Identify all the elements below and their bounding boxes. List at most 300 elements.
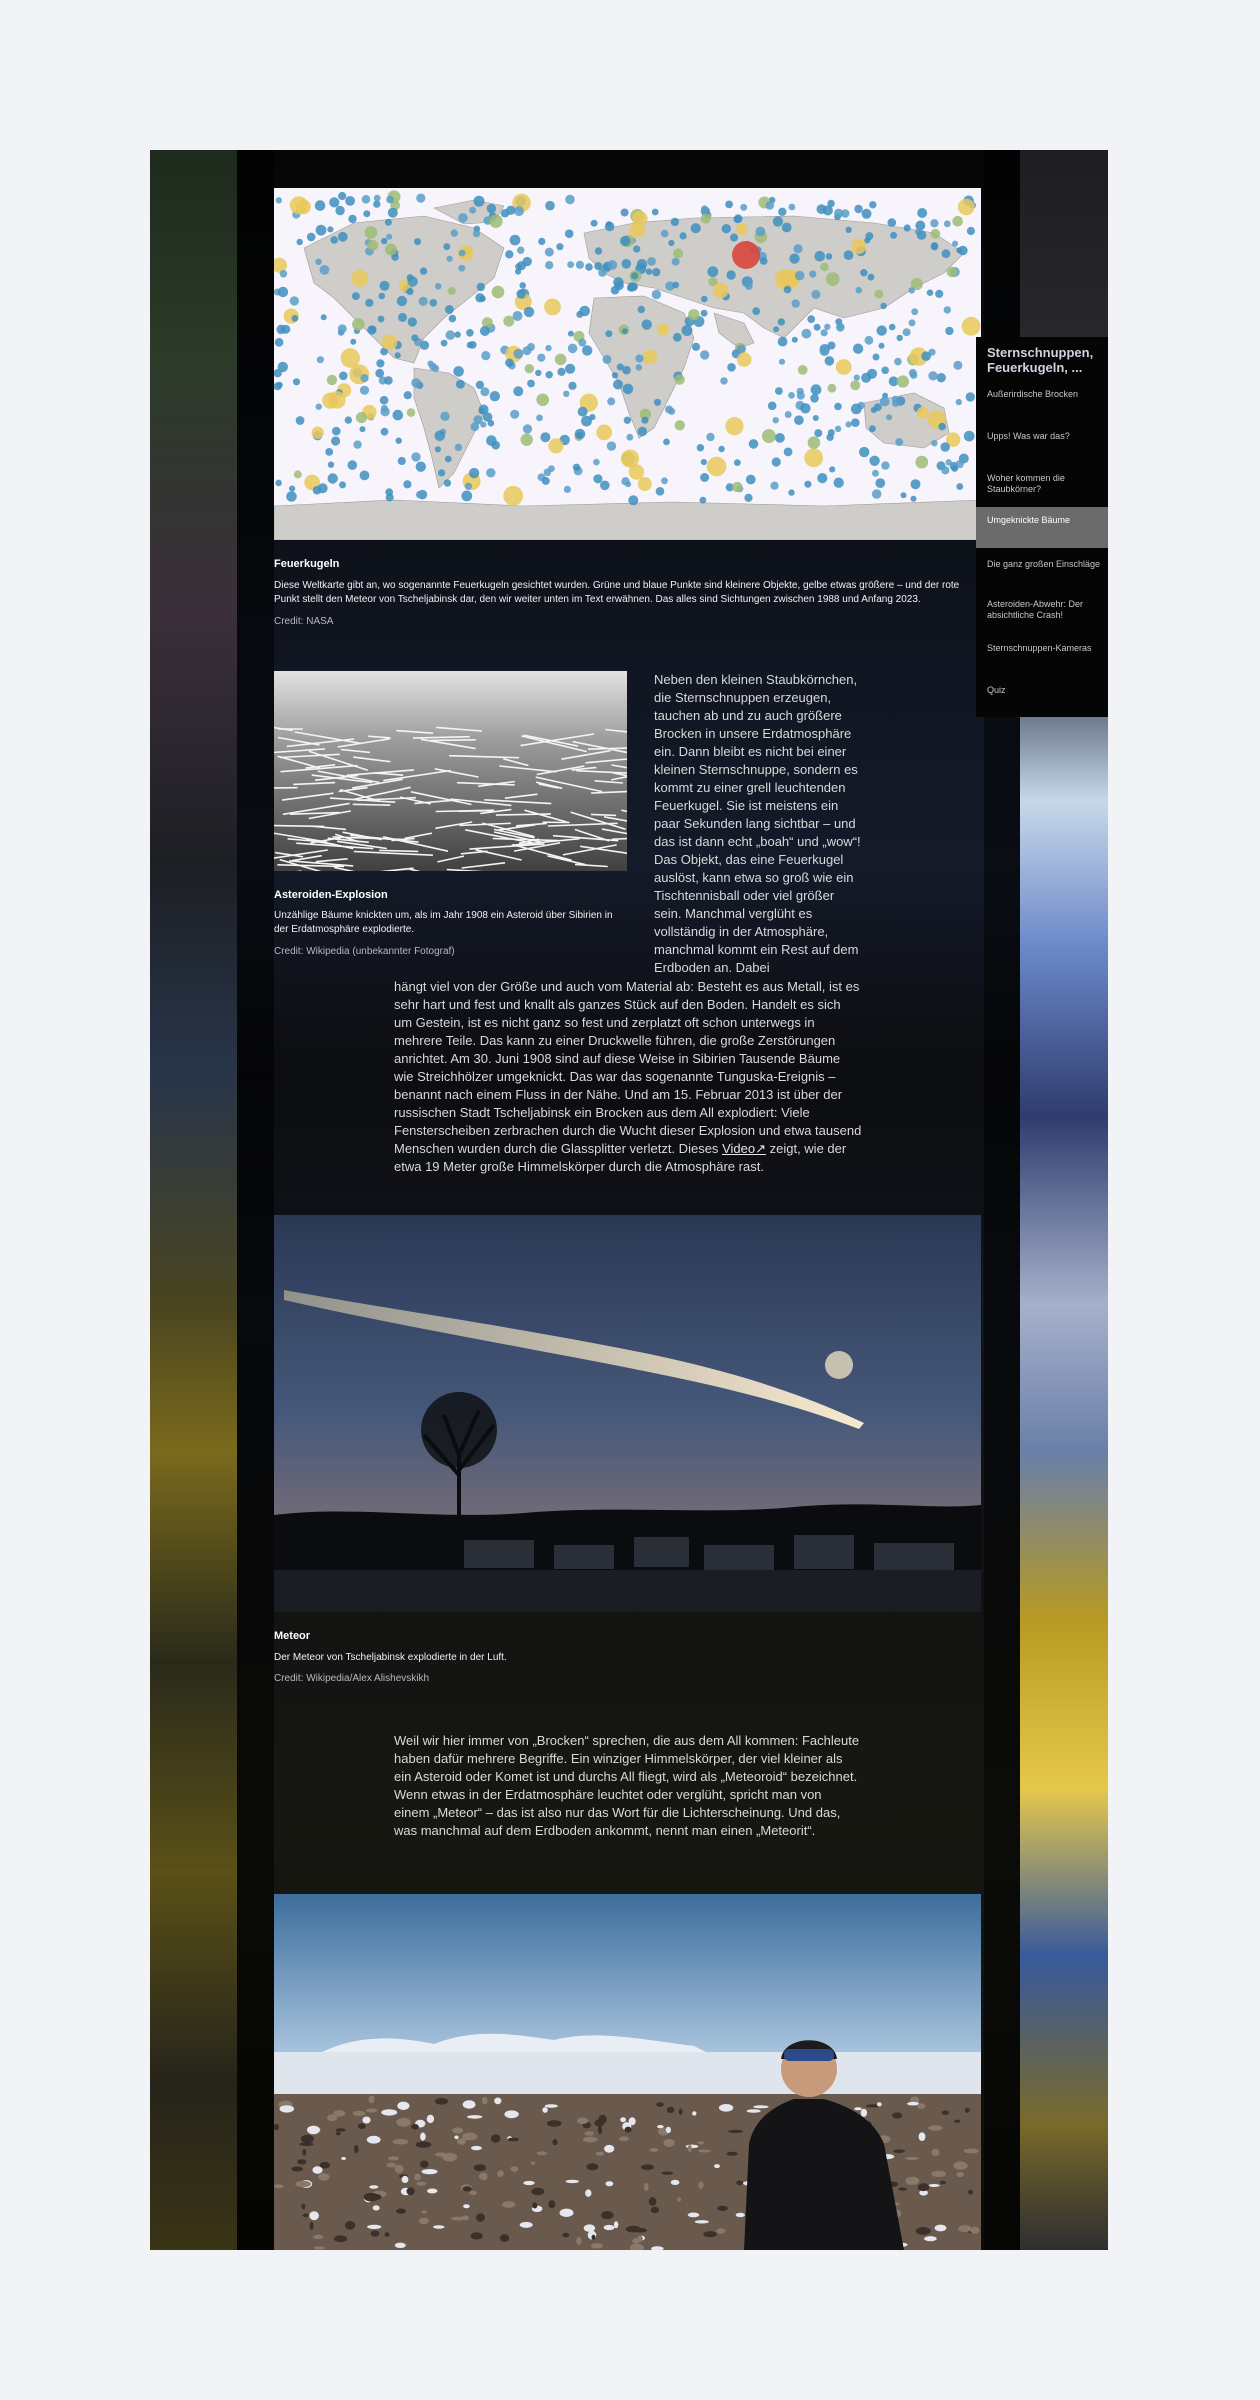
fireball-dot [481,351,490,360]
fireball-dot [316,404,322,410]
fireball-dot [942,249,951,258]
fireball-dot [564,486,571,493]
ground-rock [482,2097,488,2104]
fireball-dot [451,229,458,236]
fireball-dot [809,271,816,278]
fireball-dot [621,450,639,468]
fireball-dot [360,426,366,432]
ground-rock [452,2127,463,2133]
body-text: zeigt, wie der etwa 19 Meter große Himmelskörper durch die Atmosphäre rast. [394,1141,847,1174]
ground-rock [435,2152,446,2156]
fireball-dot [461,491,472,502]
ground-rock [397,2102,409,2110]
ground-rock [898,2188,907,2191]
ground-rock [664,2139,675,2147]
fireball-dot [732,482,742,492]
fireball-dot [814,429,822,437]
fireball-dot [290,296,299,305]
fireball-dot [661,230,669,238]
fireball-dot [367,240,378,251]
fireball-dot [673,248,683,258]
fireball-dot [621,477,629,485]
ground-rock [462,2133,477,2141]
fireball-dot [338,324,347,333]
chelyabinsk-dot [732,241,760,269]
fireball-dot [455,331,461,337]
fireball-dot [593,474,602,483]
fireball-dot [465,483,472,490]
ground-rock [965,2108,970,2113]
fireball-dot [835,426,841,432]
fireball-dot [555,354,567,366]
fireball-dot [894,358,902,366]
fireball-dot [505,359,514,368]
body-paragraph-intro: Neben den kleinen Staubkörnchen, die Sternschnuppen erzeugen, tauchen ab und zu auch größere Brocken in unsere Erdatmosphäre ein. Dann bleibt es nicht bei einer kleinen Sternschnuppe, sondern es kommt zu einer grell leuchtenden Feuerkugel. Sie ist meistens ein paar Sekunden lang sichtbar – und das ist dann echt „boah“ und „wow“! Das Objekt, das eine Feuerkugel auslöst, kann etwa so groß wie ein Tischtennisball oder viel größer sein. Manchmal verglüht es vollständig in der Atmosphäre, manchmal kommt ein Rest auf dem Erdboden an. Dabei [654,672,861,975]
fireball-dot [770,482,778,490]
fireball-dot [545,261,553,269]
ground-rock [463,2100,476,2108]
fireball-dot [707,457,727,477]
ground-rock [924,2236,937,2241]
toc-item-asteroiden-abwehr[interactable]: Asteroiden-Abwehr: Der absichtliche Crash! [987,599,1084,620]
fireball-dot [927,289,934,296]
fireball-dot [329,197,339,207]
ground-rock [373,2205,380,2210]
ground-rock [905,2177,919,2185]
toc-title: Sternschnuppen, Feuerkugeln, ... [987,345,1094,375]
ground-rock [753,2105,769,2108]
ground-rock [907,2102,919,2106]
ground-rock [301,2135,314,2143]
fireball-dot [622,259,632,269]
fireball-dot [379,293,386,300]
ground-rock [585,2189,591,2196]
fireball-dot [886,414,892,420]
ground-rock [469,2191,477,2195]
fireball-dot [545,248,554,257]
fireball-dot [869,425,876,432]
fireball-dot [713,283,729,299]
fireball-dot [665,405,673,413]
ground-rock [471,2146,482,2150]
fireball-dot [953,361,962,370]
fireball-dot [407,408,416,417]
fireball-dot [817,204,827,214]
fireball-dot [445,456,452,463]
fireball-dot [701,310,708,317]
fireball-dot [403,480,411,488]
ground-rock [644,2183,649,2191]
fireball-dot [275,338,284,347]
fireball-dot [480,422,486,428]
fireball-dot [814,324,821,331]
ground-rock [396,2208,406,2213]
fireball-dot [828,384,837,393]
fireball-dot [381,405,388,412]
fireball-dot [825,356,835,366]
fireball-dot [381,238,387,244]
fireball-dot [628,495,638,505]
body-paragraph-tunguska [394,978,862,1176]
fireball-dot [317,356,324,363]
fireball-dot [356,412,367,423]
fireball-dot [578,407,588,417]
fireball-dot [945,327,953,335]
ground-rock [606,2181,614,2186]
ground-rock [632,2238,640,2244]
fireball-dot [458,213,468,223]
fireball-dot [793,244,802,253]
chelyabinsk-meteor-photo[interactable] [274,1215,981,1612]
ground-rock [918,2183,930,2191]
ground-rock [656,2102,663,2107]
body-paragraph-terms: Weil wir hier immer von „Brocken“ sprechen, die aus dem All kommen: Fachleute haben dafür mehrere Begriffe. Ein winziger Himmelskörper, der viel kleiner als ein Asteroid oder Komet ist und durchs All fliegt, wird als „Meteoroid“ bezeichnet. Wenn etwas in der Erdatmosphäre leuchtet oder verglüht, spricht man von einem „Meteor“ – das ist also nur das Wort für die Lichterscheinung. Und das, was manchmal auf dem Erdboden ankommt, nennt man einen „Meteorit“. [394,1733,860,1838]
ground-rock [651,2207,659,2213]
fireball-dot [701,459,707,465]
fireball-dot [545,345,551,351]
fireball-dot [420,267,427,274]
ground-rock [892,2112,902,2118]
ground-rock [537,2151,548,2155]
ground-rock [371,2231,380,2237]
fireball-dot [736,223,748,235]
fireball-dot [745,282,753,290]
ground-rock [523,2181,534,2185]
fireball-dot [352,292,360,300]
ground-rock [688,2213,700,2218]
ground-rock [584,2224,595,2231]
fireball-dot [875,478,885,488]
external-link-icon: ↗ [755,1141,766,1156]
fireball-dot [834,209,843,218]
ground-rock [585,2131,594,2135]
fireball-dot [276,382,282,388]
fireball-dot [911,308,918,315]
fireball-dot [944,306,951,313]
fireball-dot [594,262,602,270]
fireball-dot [276,197,282,203]
fireball-dot [881,367,889,375]
fireball-dot [503,486,523,506]
fireball-dot [834,403,842,411]
fireball-dot [328,391,346,409]
fireball-dot [937,373,946,382]
fireball-dot [829,466,835,472]
ground-rock [318,2173,329,2180]
ground-rock [520,2222,533,2228]
fireball-dot [788,489,794,495]
fireball-dot [385,244,397,256]
ground-rock [388,2156,399,2160]
ground-rock [491,2134,501,2143]
fireball-dot [725,417,743,435]
fireball-dot [622,366,631,375]
ground-rock [508,2138,520,2142]
fireball-dot [352,270,369,287]
fireball-dot [944,220,951,227]
fireball-dot [674,374,684,384]
fireball-dot [513,349,523,359]
video-link[interactable]: Video↗ [722,1141,766,1156]
fireball-dot [811,384,822,395]
fireball-dot [836,359,852,375]
ground-rock [586,2163,598,2170]
ground-rock [510,2166,518,2172]
fireball-dot [388,208,398,218]
fireball-dot [540,432,550,442]
fireball-dot [668,240,674,246]
fireball-dot [435,431,446,442]
ground-rock [931,2149,939,2156]
ground-rock [695,2220,709,2223]
fireball-dot [275,480,282,487]
fireball-dot [469,207,476,214]
ground-rock [719,2104,733,2112]
fireball-dot [810,394,819,403]
fireball-dot [315,259,322,266]
ground-rock [395,2243,406,2248]
ground-rock [877,2102,882,2106]
ground-rock [420,2161,429,2168]
fireball-dot [641,417,648,424]
fireball-dot [416,491,423,498]
fireball-dot [930,219,938,227]
fireball-dot [523,346,532,355]
fireball-dot [393,410,404,421]
fireball-dot [813,415,819,421]
fireball-dot [952,216,963,227]
ground-rock [598,2125,602,2134]
ground-rock [604,2225,615,2230]
fireball-dot [772,457,781,466]
fireball-dot [386,196,394,204]
fireball-dot [826,272,840,286]
ground-rock [698,2182,703,2189]
fireball-dot [516,289,525,298]
ground-rock [354,2145,358,2153]
fireball-dot [637,259,647,269]
fireball-dot [917,230,927,240]
fireball-dot [725,201,733,209]
fireball-dot [956,483,963,490]
fireball-dot [720,377,727,384]
fireball-dot [642,319,652,329]
fallen-tree-trunk [379,850,418,851]
fireball-dot [545,201,555,211]
fireball-dot [396,438,402,444]
ground-rock [576,2237,581,2245]
fireball-dot [956,460,964,468]
toc-item-staubkoerner[interactable]: Woher kommen die Staubkörner? [987,473,1065,494]
toc-item-umgeknickte-baeume[interactable]: Umgeknickte Bäume [976,507,1108,548]
fireball-dot [375,369,384,378]
fireball-dot [524,307,534,317]
fireball-dot [411,334,418,341]
ground-rock [626,2226,641,2233]
ground-rock [649,2197,657,2206]
toc-item-quiz[interactable]: Quiz [987,685,1006,695]
fireball-dot [872,470,879,477]
fireball-dot [624,417,631,424]
fireball-dot [865,336,874,345]
fireball-dot [438,469,445,476]
toc-item-upps[interactable]: Upps! Was war das? [987,431,1070,441]
fireball-dot [958,199,975,216]
ground-rock [314,2246,325,2249]
fireball-dot [657,323,669,335]
fireball-dot [718,446,724,452]
ground-rock [583,2137,598,2143]
fireball-dot [458,265,465,272]
fireball-dot [585,263,593,271]
ground-rock [703,2231,717,2237]
fireball-dot [788,392,795,399]
ground-rock [968,2190,973,2195]
fireball-dot [596,425,612,441]
ground-rock [542,2107,547,2113]
fireball-dot [613,277,623,287]
fireball-dot [612,372,618,378]
fireball-dot [797,392,805,400]
ground-rock [598,2115,607,2124]
ground-rock [893,2149,905,2153]
fireball-dot [877,325,887,335]
fireball-dot [627,282,636,291]
fireball-dot [467,342,474,349]
fireball-world-map[interactable] [274,188,981,540]
fireball-dot [489,215,502,228]
fireball-dot [487,204,496,213]
fireball-dot [700,350,709,359]
ground-rock [494,2098,501,2105]
fireball-dot [286,491,297,502]
fireball-dot [544,299,561,316]
fireball-dot [419,297,428,306]
fireball-dot [911,496,917,502]
fireball-dot [775,433,785,443]
ground-rock [479,2173,488,2180]
fireball-dot [789,204,796,211]
fireball-dot [826,434,833,441]
ground-rock [327,2114,337,2121]
ground-rock [956,2172,964,2177]
ground-rock [905,2157,918,2160]
fireball-dot [397,296,407,306]
ground-rock [367,2225,381,2229]
fireball-dot [289,486,295,492]
fireball-dot [638,306,645,313]
fireball-dot [778,337,788,347]
fireball-dot [328,462,334,468]
fireball-dot [744,494,752,502]
fireball-dot [773,216,783,226]
fireball-dot [836,323,845,332]
fireball-dot [582,345,592,355]
fireball-dot [427,361,433,367]
fireball-dot [928,371,937,380]
fireball-dot [521,434,533,446]
ground-rock [531,2162,535,2165]
fireball-dot [766,201,775,210]
fireball-dot [542,477,550,485]
fireball-dot [546,371,553,378]
fireball-dot [607,260,617,270]
fireball-dot [828,342,836,350]
toc-item-kameras[interactable]: Sternschnuppen-Kameras [987,643,1092,653]
fireball-dot [727,363,736,372]
ground-rock [727,2152,738,2156]
fireball-dot [946,459,952,465]
tunguska-photo[interactable] [274,671,627,871]
fireball-dot [430,299,438,307]
fireball-dot [339,372,348,381]
fireball-dot [860,269,867,276]
ground-rock [451,2217,465,2221]
ground-rock [854,2107,862,2110]
ground-rock [301,2204,305,2209]
fireball-dot [441,340,448,347]
fireball-dot [737,352,752,367]
fireball-dot [517,261,526,270]
ground-rock [500,2234,509,2242]
fireball-dot [416,462,426,472]
ground-rock [497,2170,504,2177]
fireball-dot [850,380,860,390]
fireball-dot [348,215,356,223]
ground-rock [619,2136,629,2141]
fireball-dot [854,375,860,381]
toc-item-grosse-einschlaege[interactable]: Die ganz großen Einschläge [987,559,1101,569]
fireball-dot [398,457,406,465]
fireball-dot [294,470,302,478]
fireball-dot [892,400,899,407]
ground-rock [698,2150,711,2153]
ground-rock [532,2202,537,2208]
fireball-dot [556,243,563,250]
ground-rock [312,2166,322,2174]
fireball-dot [868,274,875,281]
fireball-dot [595,247,602,254]
fireball-dot [514,206,524,216]
fireball-dot [503,316,514,327]
ground-rock [362,2117,370,2124]
fireball-dot [673,333,682,342]
fireball-dot [622,328,628,334]
ground-rock [698,2141,704,2144]
ground-rock [345,2221,355,2230]
fireball-dot [890,232,897,239]
ground-rock [367,2136,381,2144]
fireball-dot [535,370,541,376]
fireball-dot [581,416,592,427]
fireball-dot [865,232,873,240]
table-of-contents [976,337,1108,717]
ground-rock [295,2181,311,2187]
fireball-dot [490,391,500,401]
ground-rock [454,2136,458,2140]
fireball-dot [408,317,417,326]
fireball-dot [395,352,401,358]
fireball-dot [325,448,333,456]
ground-rock [291,2167,303,2172]
fireball-dot [435,446,441,452]
fireball-dot [335,206,344,215]
ground-rock [336,2128,346,2132]
ground-rock [629,2117,636,2125]
toc-item-ausserirdische-brocken[interactable]: Außerirdische Brocken [987,389,1079,399]
ground-rock [471,2232,483,2239]
antarctica-researcher-photo[interactable] [274,1894,981,2250]
